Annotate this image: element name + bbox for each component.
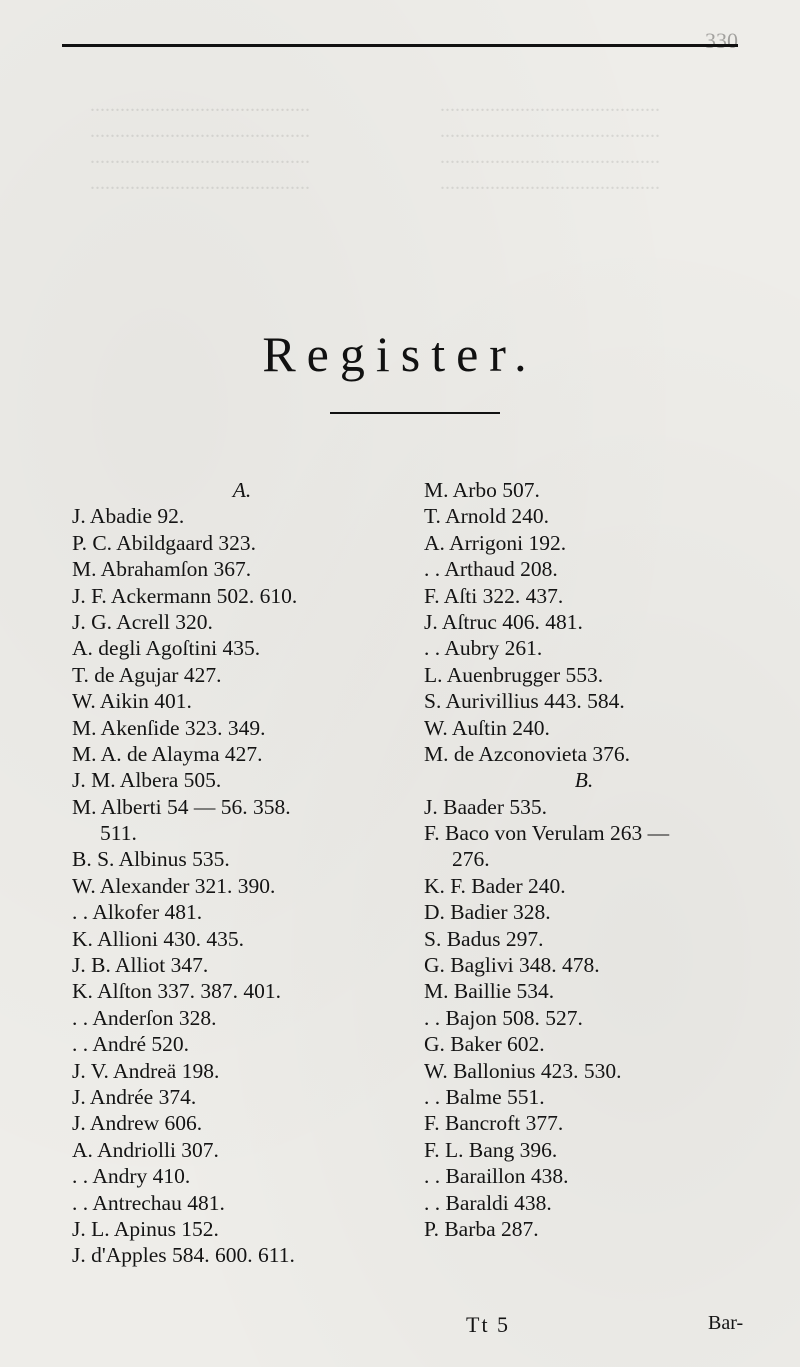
header-rule xyxy=(62,44,738,47)
index-entry: K. Alſton 337. 387. 401. xyxy=(72,979,282,1004)
index-entry: W. Auſtin 240. xyxy=(424,715,550,740)
index-entry: . . Antrechau 481. xyxy=(72,1190,225,1215)
index-entry: J. d'Apples 584. 600. 611. xyxy=(72,1243,295,1268)
index-entry: J. M. Albera 505. xyxy=(72,768,222,793)
index-entry-continuation: 511. xyxy=(100,821,137,846)
index-entry: G. Baker 602. xyxy=(424,1032,545,1057)
index-entry: A. degli Agoſtini 435. xyxy=(72,636,261,661)
section-letter-a: A. xyxy=(232,478,252,502)
bleed-through-right: ............................................ ............................................ ............................................ ............................................ xyxy=(440,94,660,194)
index-entry: M. Arbo 507. xyxy=(424,478,540,502)
index-entry: T. de Agujar 427. xyxy=(72,662,222,687)
index-entry: . . André 520. xyxy=(72,1032,190,1057)
index-entry: S. Badus 297. xyxy=(424,926,544,951)
index-entry: K. F. Bader 240. xyxy=(424,873,566,898)
index-entry: M. Abrahamſon 367. xyxy=(72,557,252,582)
index-entry: . . Andry 410. xyxy=(72,1164,191,1189)
index-entry: J. Andrée 374. xyxy=(72,1084,197,1109)
index-entry: J. Abadie 92. xyxy=(72,504,185,529)
index-entry: F. Baco von Verulam 263 — xyxy=(424,821,670,846)
page-title: Register. xyxy=(262,326,538,382)
section-letter-b: B. xyxy=(574,768,594,793)
index-entry: M. Akenſide 323. 349. xyxy=(72,715,266,740)
index-entry: L. Auenbrugger 553. xyxy=(424,662,604,687)
index-entry: . . Aubry 261. xyxy=(424,636,543,661)
index-entry: J. Andrew 606. xyxy=(72,1111,203,1136)
index-entry: D. Badier 328. xyxy=(424,900,551,925)
index-entry: F. L. Bang 396. xyxy=(424,1137,558,1162)
index-entry: W. Ballonius 423. 530. xyxy=(424,1058,622,1083)
index-entry: P. C. Abildgaard 323. xyxy=(72,530,256,555)
index-entry: A. Andriolli 307. xyxy=(72,1137,219,1162)
index-entry: J. Baader 535. xyxy=(424,794,547,819)
index-entry-continuation: 276. xyxy=(452,847,490,872)
bleed-through-left: ............................................ ............................................ ............................................ ............................................ xyxy=(90,94,310,194)
index-entry: A. Arrigoni 192. xyxy=(424,530,567,555)
index-entry: M. A. de Alayma 427. xyxy=(72,741,263,766)
index-entry: J. Aſtruc 406. 481. xyxy=(424,609,583,634)
index-entry: F. Bancroft 377. xyxy=(424,1111,564,1136)
page-number: 330 xyxy=(705,28,738,53)
index-entry: . . Balme 551. xyxy=(424,1084,545,1109)
index-entry: J. G. Acrell 320. xyxy=(72,609,213,634)
index-entry: . . Alkofer 481. xyxy=(72,900,203,925)
index-entry: S. Aurivillius 443. 584. xyxy=(424,689,625,714)
index-entry: M. Baillie 534. xyxy=(424,979,555,1004)
index-entry: W. Alexander 321. 390. xyxy=(72,873,276,898)
index-entry: F. Aſti 322. 437. xyxy=(424,583,564,608)
index-entry: . . Baraillon 438. xyxy=(424,1164,569,1189)
left-column xyxy=(72,477,412,1269)
index-entry: P. Barba 287. xyxy=(424,1216,539,1241)
index-entry: J. V. Andreä 198. xyxy=(72,1058,220,1083)
index-entry: . . Baraldi 438. xyxy=(424,1190,552,1215)
catchword: Bar- xyxy=(708,1312,744,1334)
index-entry: K. Allioni 430. 435. xyxy=(72,926,245,951)
index-entry: B. S. Albinus 535. xyxy=(72,847,230,872)
index-entry: W. Aikin 401. xyxy=(72,689,192,714)
index-entry: M. de Azconovieta 376. xyxy=(424,741,630,766)
index-entry: J. L. Apinus 152. xyxy=(72,1216,219,1241)
index-entry: J. F. Ackermann 502. 610. xyxy=(72,583,298,608)
title-rule xyxy=(330,412,500,414)
right-column xyxy=(424,477,774,1242)
signature-mark: Tt 5 xyxy=(466,1312,511,1337)
index-entry: . . Anderſon 328. xyxy=(72,1005,217,1030)
index-entry: J. B. Alliot 347. xyxy=(72,953,209,978)
index-entry: G. Baglivi 348. 478. xyxy=(424,953,600,978)
index-entry: . . Arthaud 208. xyxy=(424,557,558,582)
index-entry: T. Arnold 240. xyxy=(424,504,550,529)
index-entry: . . Bajon 508. 527. xyxy=(424,1005,583,1030)
index-entry: M. Alberti 54 — 56. 358. xyxy=(72,794,291,819)
